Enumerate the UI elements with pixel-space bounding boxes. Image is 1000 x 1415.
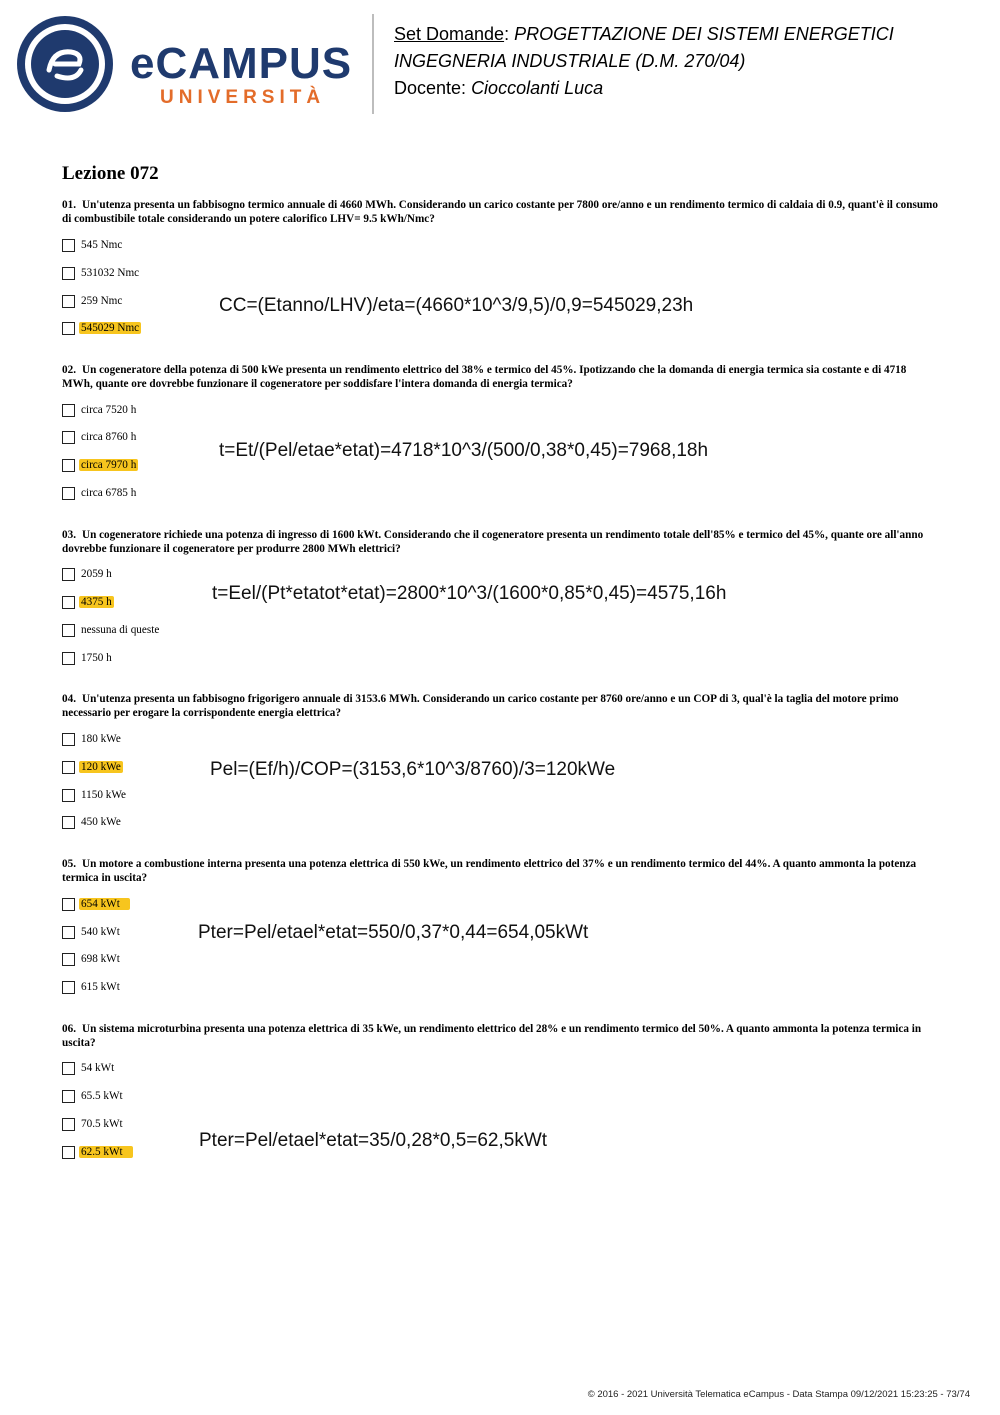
option[interactable] <box>62 1088 125 1104</box>
option-correct[interactable] <box>62 1144 133 1160</box>
handwritten-note: t=Et/(Pel/etae*etat)=4718*10^3/(500/0,38*0,45)=7968,18h <box>219 440 709 461</box>
checkbox[interactable] <box>62 596 75 609</box>
question-01 <box>62 198 938 226</box>
option-label: 531032 Nmc <box>81 267 140 279</box>
checkbox[interactable] <box>62 568 75 581</box>
question-number: 04. <box>62 693 76 705</box>
question-text: Un cogeneratore richiede una potenza di ingresso di 1600 kWt. Considerando che il cogeneratore presenta un rendimento totale dell'85% e termico del 45%, quante ore all'anno dovrebbe funzionare il cogeneratore per produrre 2800 MWh elettrici? <box>62 529 924 555</box>
handwritten-note: CC=(Etanno/LHV)/eta=(4660*10^3/9,5)/0,9=545029,23h <box>219 295 694 316</box>
checkbox[interactable] <box>62 431 75 444</box>
checkbox[interactable] <box>62 1118 75 1131</box>
lesson-title: Lezione 072 <box>62 163 159 184</box>
question-number: 05. <box>62 858 76 870</box>
checkbox[interactable] <box>62 1090 75 1103</box>
question-02 <box>62 363 938 391</box>
teacher-label: Docente: <box>394 78 467 98</box>
option-label: 259 Nmc <box>81 295 123 307</box>
option-label: 65.5 kWt <box>81 1090 123 1102</box>
option-label: 180 kWe <box>81 733 121 745</box>
option-label: 615 kWt <box>81 981 120 993</box>
question-text: Un cogeneratore della potenza di 500 kWe presenta un rendimento elettrico del 38% e termico del 45%. Ipotizzando che la domanda di energia termica sia costante e di 4718 MWh, quante ore dovrebbe funzionare il cogeneratore per soddisfare l'intera domanda di energia termica? <box>62 364 907 390</box>
option[interactable] <box>62 265 141 281</box>
teacher-name: Cioccolanti Luca <box>471 78 604 98</box>
checkbox[interactable] <box>62 1146 75 1159</box>
checkbox[interactable] <box>62 487 75 500</box>
logo-mark-icon <box>31 30 99 98</box>
checkbox[interactable] <box>62 459 75 472</box>
option-label-highlighted: 545029 Nmc <box>81 322 140 334</box>
header-line-1: Set Domande: PROGETTAZIONE DEI SISTEMI ENERGETICI <box>394 24 894 44</box>
option[interactable] <box>62 979 122 995</box>
option-label-highlighted: 654 kWt <box>79 898 130 910</box>
logo-emblem-core <box>31 30 99 98</box>
question-text: Un sistema microturbina presenta una potenza elettrica di 35 kWe, un rendimento elettrico del 28% e un rendimento termico del 50%. A quanto ammonta la potenza termica in uscita? <box>62 1023 922 1049</box>
checkbox[interactable] <box>62 322 75 335</box>
question-number: 06. <box>62 1023 76 1035</box>
checkbox[interactable] <box>62 295 75 308</box>
option-label-highlighted: 62.5 kWt <box>79 1146 133 1158</box>
question-05 <box>62 857 938 885</box>
option[interactable] <box>62 485 138 501</box>
option-correct[interactable] <box>62 594 114 610</box>
option-label: 698 kWt <box>81 953 120 965</box>
handwritten-note: Pter=Pel/etael*etat=35/0,28*0,5=62,5kWt <box>199 1130 548 1151</box>
option-label: 2059 h <box>81 568 112 580</box>
checkbox[interactable] <box>62 926 75 939</box>
checkbox[interactable] <box>62 733 75 746</box>
option[interactable] <box>62 429 138 445</box>
option-label: 450 kWe <box>81 816 121 828</box>
logo-subtitle: UNIVERSITÀ <box>160 87 326 108</box>
handwritten-note: t=Eel/(Pt*etatot*etat)=2800*10^3/(1600*0,85*0,45)=4575,16h <box>212 583 727 604</box>
option[interactable] <box>62 402 138 418</box>
header-divider <box>372 14 374 114</box>
option[interactable] <box>62 1060 116 1076</box>
option-label: circa 8760 h <box>81 431 137 443</box>
header-line-3 <box>394 77 603 99</box>
question-text: Un'utenza presenta un fabbisogno frigorigero annuale di 3153.6 MWh. Considerando un carico costante per 8760 ore/anno e un COP di 3, qual'è la taglia del motore primo necessario per erogare la corrispondente energia elettrica? <box>62 693 899 719</box>
checkbox[interactable] <box>62 761 75 774</box>
option[interactable] <box>62 293 124 309</box>
option-label: 540 kWt <box>81 926 120 938</box>
option-label: 70.5 kWt <box>81 1118 123 1130</box>
handwritten-note: Pter=Pel/etael*etat=550/0,37*0,44=654,05kWt <box>198 922 589 943</box>
option-label: nessuna di queste <box>81 624 160 636</box>
option[interactable] <box>62 951 122 967</box>
checkbox[interactable] <box>62 267 75 280</box>
checkbox[interactable] <box>62 624 75 637</box>
option-label-highlighted: circa 7970 h <box>81 459 137 471</box>
option-correct[interactable] <box>62 320 141 336</box>
option-label: 545 Nmc <box>81 239 123 251</box>
option-correct[interactable] <box>62 759 123 775</box>
question-number: 01. <box>62 199 76 211</box>
checkbox[interactable] <box>62 981 75 994</box>
checkbox[interactable] <box>62 953 75 966</box>
option[interactable] <box>62 237 124 253</box>
checkbox[interactable] <box>62 789 75 802</box>
checkbox[interactable] <box>62 898 75 911</box>
question-number: 03. <box>62 529 76 541</box>
option-label: 1150 kWe <box>81 789 126 801</box>
logo-wordmark: eCAMPUS <box>130 39 353 88</box>
checkbox[interactable] <box>62 239 75 252</box>
option-label-highlighted: 120 kWe <box>81 761 121 773</box>
option-label-highlighted: 4375 h <box>81 596 112 608</box>
option-label: 54 kWt <box>81 1062 115 1074</box>
question-06 <box>62 1022 938 1050</box>
option[interactable] <box>62 566 114 582</box>
question-text: Un'utenza presenta un fabbisogno termico annuale di 4660 MWh. Considerando un carico costante per 7800 ore/anno e un rendimento termico di caldaia di 0.9, quant'è il consumo di combustibile totale considerando un potere calorifico LHV= 9.5 kWh/Nmc? <box>62 199 938 225</box>
option-correct[interactable] <box>62 457 138 473</box>
course-degree: INGEGNERIA INDUSTRIALE (D.M. 270/04) <box>394 51 746 71</box>
question-text: Un motore a combustione interna presenta una potenza elettrica di 550 kWe, un rendimento elettrico del 37% e un rendimento termico del 44%. A quanto ammonta la potenza termica in uscita? <box>62 858 917 884</box>
header-line-2 <box>394 50 745 72</box>
question-03 <box>62 528 938 556</box>
option[interactable] <box>62 924 122 940</box>
course-title: PROGETTAZIONE DEI SISTEMI ENERGETICI <box>514 24 894 44</box>
set-label: Set Domande <box>394 24 505 44</box>
option[interactable] <box>62 814 123 830</box>
question-04 <box>62 692 938 720</box>
option[interactable] <box>62 787 128 803</box>
checkbox[interactable] <box>62 816 75 829</box>
checkbox[interactable] <box>62 652 75 665</box>
option[interactable] <box>62 1116 125 1132</box>
option-label: circa 7520 h <box>81 404 137 416</box>
handwritten-note: Pel=(Ef/h)/COP=(3153,6*10^3/8760)/3=120kWe <box>210 759 616 780</box>
option-correct[interactable] <box>62 896 130 912</box>
option-label: circa 6785 h <box>81 487 137 499</box>
option[interactable] <box>62 731 123 747</box>
page-footer: © 2016 - 2021 Università Telematica eCampus - Data Stampa 09/12/2021 15:23:25 - 73/74 <box>587 1389 970 1400</box>
option[interactable] <box>62 622 161 638</box>
checkbox[interactable] <box>62 404 75 417</box>
option-label: 1750 h <box>81 652 112 664</box>
option[interactable] <box>62 650 114 666</box>
checkbox[interactable] <box>62 1062 75 1075</box>
question-number: 02. <box>62 364 76 376</box>
